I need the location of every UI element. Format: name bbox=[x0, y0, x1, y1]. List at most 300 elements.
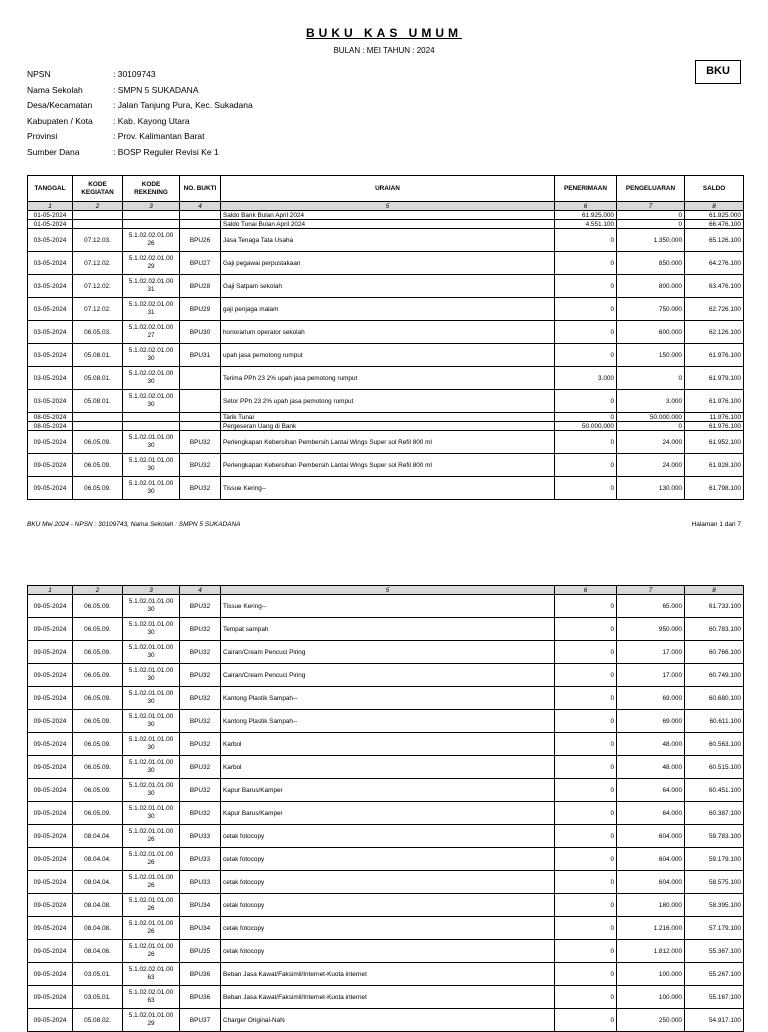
info-row bbox=[27, 116, 253, 132]
expense-amount-cell: 17.000 bbox=[617, 641, 685, 664]
description-cell: Gaji pegawai perpustakaan bbox=[221, 252, 555, 275]
description-cell: Beban Jasa Kawat/Faksimil/Internet-Kuota internet bbox=[221, 963, 555, 986]
expense-amount-cell: 1.216.000 bbox=[617, 917, 685, 940]
activity-code-cell: 08.04.04. bbox=[73, 825, 123, 848]
balance-cell: 61.733.100 bbox=[685, 595, 744, 618]
table-row bbox=[28, 298, 744, 321]
column-header: NO. BUKTI bbox=[180, 176, 221, 202]
expense-amount-cell: 250.000 bbox=[617, 1009, 685, 1032]
table-row bbox=[28, 940, 744, 963]
expense-amount-cell: 69.000 bbox=[617, 687, 685, 710]
receipt-no-cell: BPU32 bbox=[180, 595, 221, 618]
balance-cell: 63.476.100 bbox=[685, 275, 744, 298]
expense-amount-cell: 600.000 bbox=[617, 321, 685, 344]
receipt-no-cell: BPU36 bbox=[180, 986, 221, 1009]
date-cell: 08-05-2024 bbox=[28, 413, 73, 422]
description-cell: Jasa Tenaga Tata Usaha bbox=[221, 229, 555, 252]
column-header: KODE REKENING bbox=[123, 176, 180, 202]
receipt-no-cell: BPU30 bbox=[180, 321, 221, 344]
receipt-amount-cell: 0 bbox=[555, 390, 617, 413]
receipt-no-cell: BPU36 bbox=[180, 963, 221, 986]
ledger-table-page-1 bbox=[27, 175, 744, 500]
expense-amount-cell: 48.000 bbox=[617, 756, 685, 779]
account-code-cell: 5.1.02.01.01.00 30 bbox=[123, 477, 180, 500]
info-row bbox=[27, 100, 253, 116]
account-code-cell bbox=[123, 422, 180, 431]
table-row bbox=[28, 664, 744, 687]
document-subtitle: BULAN : MEI TAHUN : 2024 bbox=[333, 46, 435, 55]
account-code-cell: 5.1.02.01.01.00 30 bbox=[123, 664, 180, 687]
date-cell: 09-05-2024 bbox=[28, 733, 73, 756]
column-index: 3 bbox=[123, 202, 180, 211]
description-cell: Kapur Barus/Kamper bbox=[221, 802, 555, 825]
description-cell: Tissue Kering-- bbox=[221, 595, 555, 618]
activity-code-cell: 05.08.01. bbox=[73, 344, 123, 367]
receipt-amount-cell: 0 bbox=[555, 618, 617, 641]
expense-amount-cell: 604.000 bbox=[617, 825, 685, 848]
balance-cell: 66.476.100 bbox=[685, 220, 744, 229]
column-header: SALDO bbox=[685, 176, 744, 202]
expense-amount-cell: 0 bbox=[617, 367, 685, 390]
account-code-cell: 5.1.02.01.01.00 30 bbox=[123, 710, 180, 733]
receipt-no-cell bbox=[180, 211, 221, 220]
receipt-amount-cell: 0 bbox=[555, 756, 617, 779]
description-cell: Perlengkapan Kebersihan Pembersih Lantai Wings Super sol Refil 800 ml bbox=[221, 431, 555, 454]
column-index: 6 bbox=[555, 586, 617, 595]
date-cell: 01-05-2024 bbox=[28, 220, 73, 229]
expense-amount-cell: 24.000 bbox=[617, 454, 685, 477]
info-value: : Jalan Tanjung Pura, Kec. Sukadana bbox=[113, 100, 253, 111]
expense-amount-cell: 48.000 bbox=[617, 733, 685, 756]
date-cell: 03-05-2024 bbox=[28, 344, 73, 367]
balance-cell: 61.928.100 bbox=[685, 454, 744, 477]
info-value: : SMPN 5 SUKADANA bbox=[113, 84, 199, 95]
receipt-no-cell: BPU32 bbox=[180, 802, 221, 825]
account-code-cell: 5.1.02.02.01.00 30 bbox=[123, 367, 180, 390]
receipt-no-cell: BPU32 bbox=[180, 664, 221, 687]
account-code-cell: 5.1.02.02.01.00 29 bbox=[123, 252, 180, 275]
receipt-amount-cell: 0 bbox=[555, 940, 617, 963]
column-index: 7 bbox=[617, 202, 685, 211]
date-cell: 09-05-2024 bbox=[28, 756, 73, 779]
account-code-cell: 5.1.02.02.01.00 31 bbox=[123, 298, 180, 321]
description-cell: cetak fotocopy bbox=[221, 894, 555, 917]
expense-amount-cell: 24.000 bbox=[617, 431, 685, 454]
account-code-cell: 5.1.02.02.01.00 63 bbox=[123, 986, 180, 1009]
table-row bbox=[28, 367, 744, 390]
expense-amount-cell: 0 bbox=[617, 422, 685, 431]
receipt-amount-cell: 0 bbox=[555, 802, 617, 825]
receipt-no-cell: BPU33 bbox=[180, 848, 221, 871]
info-value: : Prov. Kalimantan Barat bbox=[113, 131, 205, 142]
receipt-no-cell: BPU29 bbox=[180, 298, 221, 321]
expense-amount-cell: 64.000 bbox=[617, 779, 685, 802]
account-code-cell: 5.1.02.01.01.00 30 bbox=[123, 802, 180, 825]
receipt-amount-cell: 0 bbox=[555, 641, 617, 664]
receipt-amount-cell: 0 bbox=[555, 431, 617, 454]
receipt-amount-cell: 0 bbox=[555, 1009, 617, 1032]
table-row bbox=[28, 710, 744, 733]
receipt-amount-cell: 0 bbox=[555, 477, 617, 500]
table-row bbox=[28, 454, 744, 477]
account-code-cell: 5.1.02.01.01.00 30 bbox=[123, 641, 180, 664]
activity-code-cell: 05.08.01. bbox=[73, 390, 123, 413]
table-row bbox=[28, 413, 744, 422]
table-row bbox=[28, 848, 744, 871]
table-row bbox=[28, 618, 744, 641]
account-code-cell bbox=[123, 211, 180, 220]
receipt-amount-cell: 0 bbox=[555, 344, 617, 367]
expense-amount-cell: 850.000 bbox=[617, 252, 685, 275]
date-cell: 09-05-2024 bbox=[28, 825, 73, 848]
receipt-no-cell: BPU34 bbox=[180, 894, 221, 917]
date-cell: 09-05-2024 bbox=[28, 454, 73, 477]
expense-amount-cell: 17.000 bbox=[617, 664, 685, 687]
column-header: KODE KEGIATAN bbox=[73, 176, 123, 202]
activity-code-cell: 03.05.01. bbox=[73, 963, 123, 986]
receipt-no-cell: BPU32 bbox=[180, 710, 221, 733]
receipt-no-cell: BPU32 bbox=[180, 454, 221, 477]
column-index: 2 bbox=[73, 586, 123, 595]
receipt-amount-cell: 0 bbox=[555, 963, 617, 986]
description-cell: cetak fotocopy bbox=[221, 917, 555, 940]
receipt-no-cell: BPU32 bbox=[180, 779, 221, 802]
balance-cell: 55.167.100 bbox=[685, 986, 744, 1009]
date-cell: 09-05-2024 bbox=[28, 917, 73, 940]
table-row bbox=[28, 321, 744, 344]
expense-amount-cell: 150.000 bbox=[617, 344, 685, 367]
column-index-row bbox=[28, 586, 744, 595]
receipt-amount-cell: 0 bbox=[555, 710, 617, 733]
info-row bbox=[27, 131, 253, 147]
expense-amount-cell: 69.000 bbox=[617, 710, 685, 733]
description-cell: Saldo Tunai Bulan April 2024 bbox=[221, 220, 555, 229]
account-code-cell: 5.1.02.01.01.00 26 bbox=[123, 825, 180, 848]
date-cell: 08-05-2024 bbox=[28, 422, 73, 431]
description-cell: cetak fotocopy bbox=[221, 825, 555, 848]
description-cell: Gaji Satpam sekolah bbox=[221, 275, 555, 298]
account-code-cell: 5.1.02.02.01.00 30 bbox=[123, 390, 180, 413]
date-cell: 09-05-2024 bbox=[28, 894, 73, 917]
balance-cell: 58.395.100 bbox=[685, 894, 744, 917]
description-cell: Charger Original-NaN bbox=[221, 1009, 555, 1032]
expense-amount-cell: 0 bbox=[617, 211, 685, 220]
table-row bbox=[28, 871, 744, 894]
receipt-amount-cell: 50.000.000 bbox=[555, 422, 617, 431]
column-index: 1 bbox=[28, 586, 73, 595]
activity-code-cell: 07.12.02. bbox=[73, 275, 123, 298]
column-header: PENGELUARAN bbox=[617, 176, 685, 202]
activity-code-cell: 07.12.02. bbox=[73, 298, 123, 321]
activity-code-cell: 08.04.04. bbox=[73, 848, 123, 871]
document-title: BUKU KAS UMUM bbox=[306, 26, 462, 40]
date-cell: 09-05-2024 bbox=[28, 940, 73, 963]
receipt-no-cell: BPU32 bbox=[180, 733, 221, 756]
receipt-amount-cell: 0 bbox=[555, 848, 617, 871]
expense-amount-cell: 604.000 bbox=[617, 848, 685, 871]
description-cell: Karbol bbox=[221, 756, 555, 779]
table-row bbox=[28, 275, 744, 298]
description-cell: Pergeseran Uang di Bank bbox=[221, 422, 555, 431]
account-code-cell: 5.1.02.01.01.00 26 bbox=[123, 871, 180, 894]
table-row bbox=[28, 986, 744, 1009]
account-code-cell: 5.1.02.02.01.00 63 bbox=[123, 963, 180, 986]
account-code-cell: 5.1.02.01.01.00 30 bbox=[123, 595, 180, 618]
activity-code-cell: 07.12.02. bbox=[73, 252, 123, 275]
info-value: : BOSP Reguler Revisi Ke 1 bbox=[113, 146, 219, 157]
table-row bbox=[28, 917, 744, 940]
receipt-no-cell: BPU26 bbox=[180, 229, 221, 252]
account-code-cell: 5.1.02.01.01.00 30 bbox=[123, 756, 180, 779]
activity-code-cell bbox=[73, 211, 123, 220]
balance-cell: 62.126.100 bbox=[685, 321, 744, 344]
table-row bbox=[28, 825, 744, 848]
receipt-amount-cell: 0 bbox=[555, 413, 617, 422]
receipt-amount-cell: 0 bbox=[555, 252, 617, 275]
balance-cell: 61.798.100 bbox=[685, 477, 744, 500]
balance-cell: 61.976.100 bbox=[685, 344, 744, 367]
description-cell: honorarium operator sekolah bbox=[221, 321, 555, 344]
receipt-no-cell: BPU32 bbox=[180, 431, 221, 454]
activity-code-cell: 06.05.09. bbox=[73, 431, 123, 454]
receipt-amount-cell: 0 bbox=[555, 321, 617, 344]
description-cell: Setor PPh 23 2% upah jasa pemotong rumput bbox=[221, 390, 555, 413]
activity-code-cell: 08.04.08. bbox=[73, 917, 123, 940]
description-cell: Cairan/Cream Pencuci Piring bbox=[221, 664, 555, 687]
ledger-table-page-2 bbox=[27, 585, 744, 1032]
table-row bbox=[28, 252, 744, 275]
account-code-cell: 5.1.02.01.01.00 30 bbox=[123, 454, 180, 477]
account-code-cell: 5.1.02.01.01.00 30 bbox=[123, 733, 180, 756]
date-cell: 01-05-2024 bbox=[28, 211, 73, 220]
date-cell: 03-05-2024 bbox=[28, 321, 73, 344]
activity-code-cell bbox=[73, 413, 123, 422]
balance-cell: 57.179.100 bbox=[685, 917, 744, 940]
date-cell: 09-05-2024 bbox=[28, 986, 73, 1009]
column-index: 4 bbox=[180, 586, 221, 595]
info-label: NPSN bbox=[27, 69, 51, 79]
activity-code-cell bbox=[73, 220, 123, 229]
column-index: 8 bbox=[685, 202, 744, 211]
balance-cell: 65.126.100 bbox=[685, 229, 744, 252]
balance-cell: 60.749.100 bbox=[685, 664, 744, 687]
expense-amount-cell: 950.000 bbox=[617, 618, 685, 641]
table-row bbox=[28, 220, 744, 229]
description-cell: upah jasa pemotong rumput bbox=[221, 344, 555, 367]
account-code-cell: 5.1.02.01.01.00 30 bbox=[123, 618, 180, 641]
receipt-amount-cell: 0 bbox=[555, 664, 617, 687]
receipt-no-cell: BPU35 bbox=[180, 940, 221, 963]
table-row bbox=[28, 687, 744, 710]
activity-code-cell: 08.04.06. bbox=[73, 940, 123, 963]
table-row bbox=[28, 779, 744, 802]
description-cell: Terima PPh 23 2% upah jasa pemotong rumput bbox=[221, 367, 555, 390]
description-cell: gaji penjaga malam bbox=[221, 298, 555, 321]
receipt-amount-cell: 0 bbox=[555, 687, 617, 710]
description-cell: cetak fotocopy bbox=[221, 848, 555, 871]
activity-code-cell: 06.05.09. bbox=[73, 477, 123, 500]
description-cell: Beban Jasa Kawat/Faksimil/Internet-Kuota internet bbox=[221, 986, 555, 1009]
activity-code-cell: 03.05.01. bbox=[73, 986, 123, 1009]
table-row bbox=[28, 390, 744, 413]
receipt-amount-cell: 0 bbox=[555, 733, 617, 756]
table-row bbox=[28, 211, 744, 220]
column-index: 4 bbox=[180, 202, 221, 211]
receipt-amount-cell: 0 bbox=[555, 986, 617, 1009]
column-index: 5 bbox=[221, 202, 555, 211]
activity-code-cell: 06.05.09. bbox=[73, 664, 123, 687]
table-row bbox=[28, 641, 744, 664]
receipt-no-cell: BPU33 bbox=[180, 871, 221, 894]
expense-amount-cell: 750.000 bbox=[617, 298, 685, 321]
expense-amount-cell: 50.000.000 bbox=[617, 413, 685, 422]
account-code-cell: 5.1.02.02.01.00 30 bbox=[123, 344, 180, 367]
table-row bbox=[28, 963, 744, 986]
info-label: Nama Sekolah bbox=[27, 84, 83, 95]
balance-cell: 60.766.100 bbox=[685, 641, 744, 664]
column-index-row bbox=[28, 202, 744, 211]
description-cell: Saldo Bank Bulan April 2024 bbox=[221, 211, 555, 220]
table-row bbox=[28, 595, 744, 618]
date-cell: 03-05-2024 bbox=[28, 390, 73, 413]
receipt-amount-cell: 0 bbox=[555, 454, 617, 477]
activity-code-cell: 06.05.09. bbox=[73, 687, 123, 710]
balance-cell: 61.976.100 bbox=[685, 422, 744, 431]
account-code-cell: 5.1.02.01.01.00 30 bbox=[123, 431, 180, 454]
description-cell: Tissue Kering-- bbox=[221, 477, 555, 500]
expense-amount-cell: 65.000 bbox=[617, 595, 685, 618]
table-row bbox=[28, 431, 744, 454]
date-cell: 03-05-2024 bbox=[28, 252, 73, 275]
balance-cell: 61.925.000 bbox=[685, 211, 744, 220]
balance-cell: 60.680.100 bbox=[685, 687, 744, 710]
table-row bbox=[28, 756, 744, 779]
balance-cell: 62.726.100 bbox=[685, 298, 744, 321]
page-footer-left: BKU Mei 2024 - NPSN : 30109743, Nama Sekolah : SMPN 5 SUKADANA bbox=[27, 521, 241, 528]
receipt-no-cell: BPU32 bbox=[180, 756, 221, 779]
table-row bbox=[28, 894, 744, 917]
receipt-amount-cell: 0 bbox=[555, 894, 617, 917]
receipt-no-cell: BPU28 bbox=[180, 275, 221, 298]
info-row bbox=[27, 147, 253, 163]
table-header-row bbox=[28, 176, 744, 202]
activity-code-cell: 08.04.04. bbox=[73, 871, 123, 894]
table-row bbox=[28, 802, 744, 825]
receipt-no-cell: BPU33 bbox=[180, 825, 221, 848]
date-cell: 09-05-2024 bbox=[28, 1009, 73, 1032]
column-index: 7 bbox=[617, 586, 685, 595]
date-cell: 03-05-2024 bbox=[28, 275, 73, 298]
description-cell: cetak fotocopy bbox=[221, 871, 555, 894]
balance-cell: 58.575.100 bbox=[685, 871, 744, 894]
table-row bbox=[28, 1009, 744, 1032]
receipt-no-cell: BPU32 bbox=[180, 641, 221, 664]
description-cell: Kapur Barus/Kamper bbox=[221, 779, 555, 802]
balance-cell: 60.387.100 bbox=[685, 802, 744, 825]
activity-code-cell: 06.05.09. bbox=[73, 733, 123, 756]
activity-code-cell: 06.05.09. bbox=[73, 595, 123, 618]
info-label: Provinsi bbox=[27, 131, 58, 142]
table-row bbox=[28, 422, 744, 431]
activity-code-cell: 05.08.02. bbox=[73, 1009, 123, 1032]
account-code-cell bbox=[123, 413, 180, 422]
column-index: 2 bbox=[73, 202, 123, 211]
account-code-cell: 5.1.02.02.01.00 26 bbox=[123, 229, 180, 252]
activity-code-cell bbox=[73, 422, 123, 431]
date-cell: 03-05-2024 bbox=[28, 229, 73, 252]
bku-badge: BKU bbox=[695, 60, 741, 84]
column-index: 5 bbox=[221, 586, 555, 595]
description-cell: Kantong Plastik Sampah-- bbox=[221, 710, 555, 733]
column-index: 6 bbox=[555, 202, 617, 211]
activity-code-cell: 06.05.09. bbox=[73, 710, 123, 733]
balance-cell: 61.976.100 bbox=[685, 390, 744, 413]
receipt-amount-cell: 0 bbox=[555, 275, 617, 298]
info-label: Desa/Kecamatan bbox=[27, 100, 93, 111]
expense-amount-cell: 1.350.000 bbox=[617, 229, 685, 252]
receipt-no-cell bbox=[180, 220, 221, 229]
account-code-cell: 5.1.02.01.01.00 26 bbox=[123, 917, 180, 940]
date-cell: 03-05-2024 bbox=[28, 298, 73, 321]
receipt-amount-cell: 61.925.000 bbox=[555, 211, 617, 220]
balance-cell: 55.367.100 bbox=[685, 940, 744, 963]
balance-cell: 54.917.100 bbox=[685, 1009, 744, 1032]
account-code-cell: 5.1.02.02.01.00 31 bbox=[123, 275, 180, 298]
receipt-no-cell: BPU32 bbox=[180, 618, 221, 641]
column-index: 8 bbox=[685, 586, 744, 595]
receipt-amount-cell: 0 bbox=[555, 871, 617, 894]
receipt-amount-cell: 0 bbox=[555, 595, 617, 618]
balance-cell: 60.563.100 bbox=[685, 733, 744, 756]
info-row bbox=[27, 85, 253, 101]
account-code-cell bbox=[123, 220, 180, 229]
description-cell: cetak fotocopy bbox=[221, 940, 555, 963]
account-code-cell: 5.1.02.01.01.00 30 bbox=[123, 779, 180, 802]
account-code-cell: 5.1.02.02.01.00 27 bbox=[123, 321, 180, 344]
expense-amount-cell: 100.000 bbox=[617, 963, 685, 986]
expense-amount-cell: 3.000 bbox=[617, 390, 685, 413]
activity-code-cell: 06.05.03. bbox=[73, 321, 123, 344]
receipt-no-cell: BPU31 bbox=[180, 344, 221, 367]
expense-amount-cell: 64.000 bbox=[617, 802, 685, 825]
balance-cell: 55.267.100 bbox=[685, 963, 744, 986]
page-footer-right: Halaman 1 dari 7 bbox=[691, 521, 741, 528]
expense-amount-cell: 100.000 bbox=[617, 986, 685, 1009]
column-header: PENERIMAAN bbox=[555, 176, 617, 202]
receipt-amount-cell: 4.551.100 bbox=[555, 220, 617, 229]
date-cell: 09-05-2024 bbox=[28, 779, 73, 802]
balance-cell: 59.179.100 bbox=[685, 848, 744, 871]
expense-amount-cell: 1.812.000 bbox=[617, 940, 685, 963]
description-cell: Karbol bbox=[221, 733, 555, 756]
expense-amount-cell: 604.000 bbox=[617, 871, 685, 894]
receipt-no-cell: BPU34 bbox=[180, 917, 221, 940]
date-cell: 09-05-2024 bbox=[28, 641, 73, 664]
expense-amount-cell: 130.000 bbox=[617, 477, 685, 500]
column-index: 1 bbox=[28, 202, 73, 211]
receipt-no-cell bbox=[180, 367, 221, 390]
expense-amount-cell: 180.000 bbox=[617, 894, 685, 917]
date-cell: 03-05-2024 bbox=[28, 367, 73, 390]
receipt-no-cell: BPU27 bbox=[180, 252, 221, 275]
date-cell: 09-05-2024 bbox=[28, 687, 73, 710]
expense-amount-cell: 800.000 bbox=[617, 275, 685, 298]
date-cell: 09-05-2024 bbox=[28, 710, 73, 733]
column-header: TANGGAL bbox=[28, 176, 73, 202]
date-cell: 09-05-2024 bbox=[28, 871, 73, 894]
table-row bbox=[28, 733, 744, 756]
receipt-no-cell bbox=[180, 390, 221, 413]
